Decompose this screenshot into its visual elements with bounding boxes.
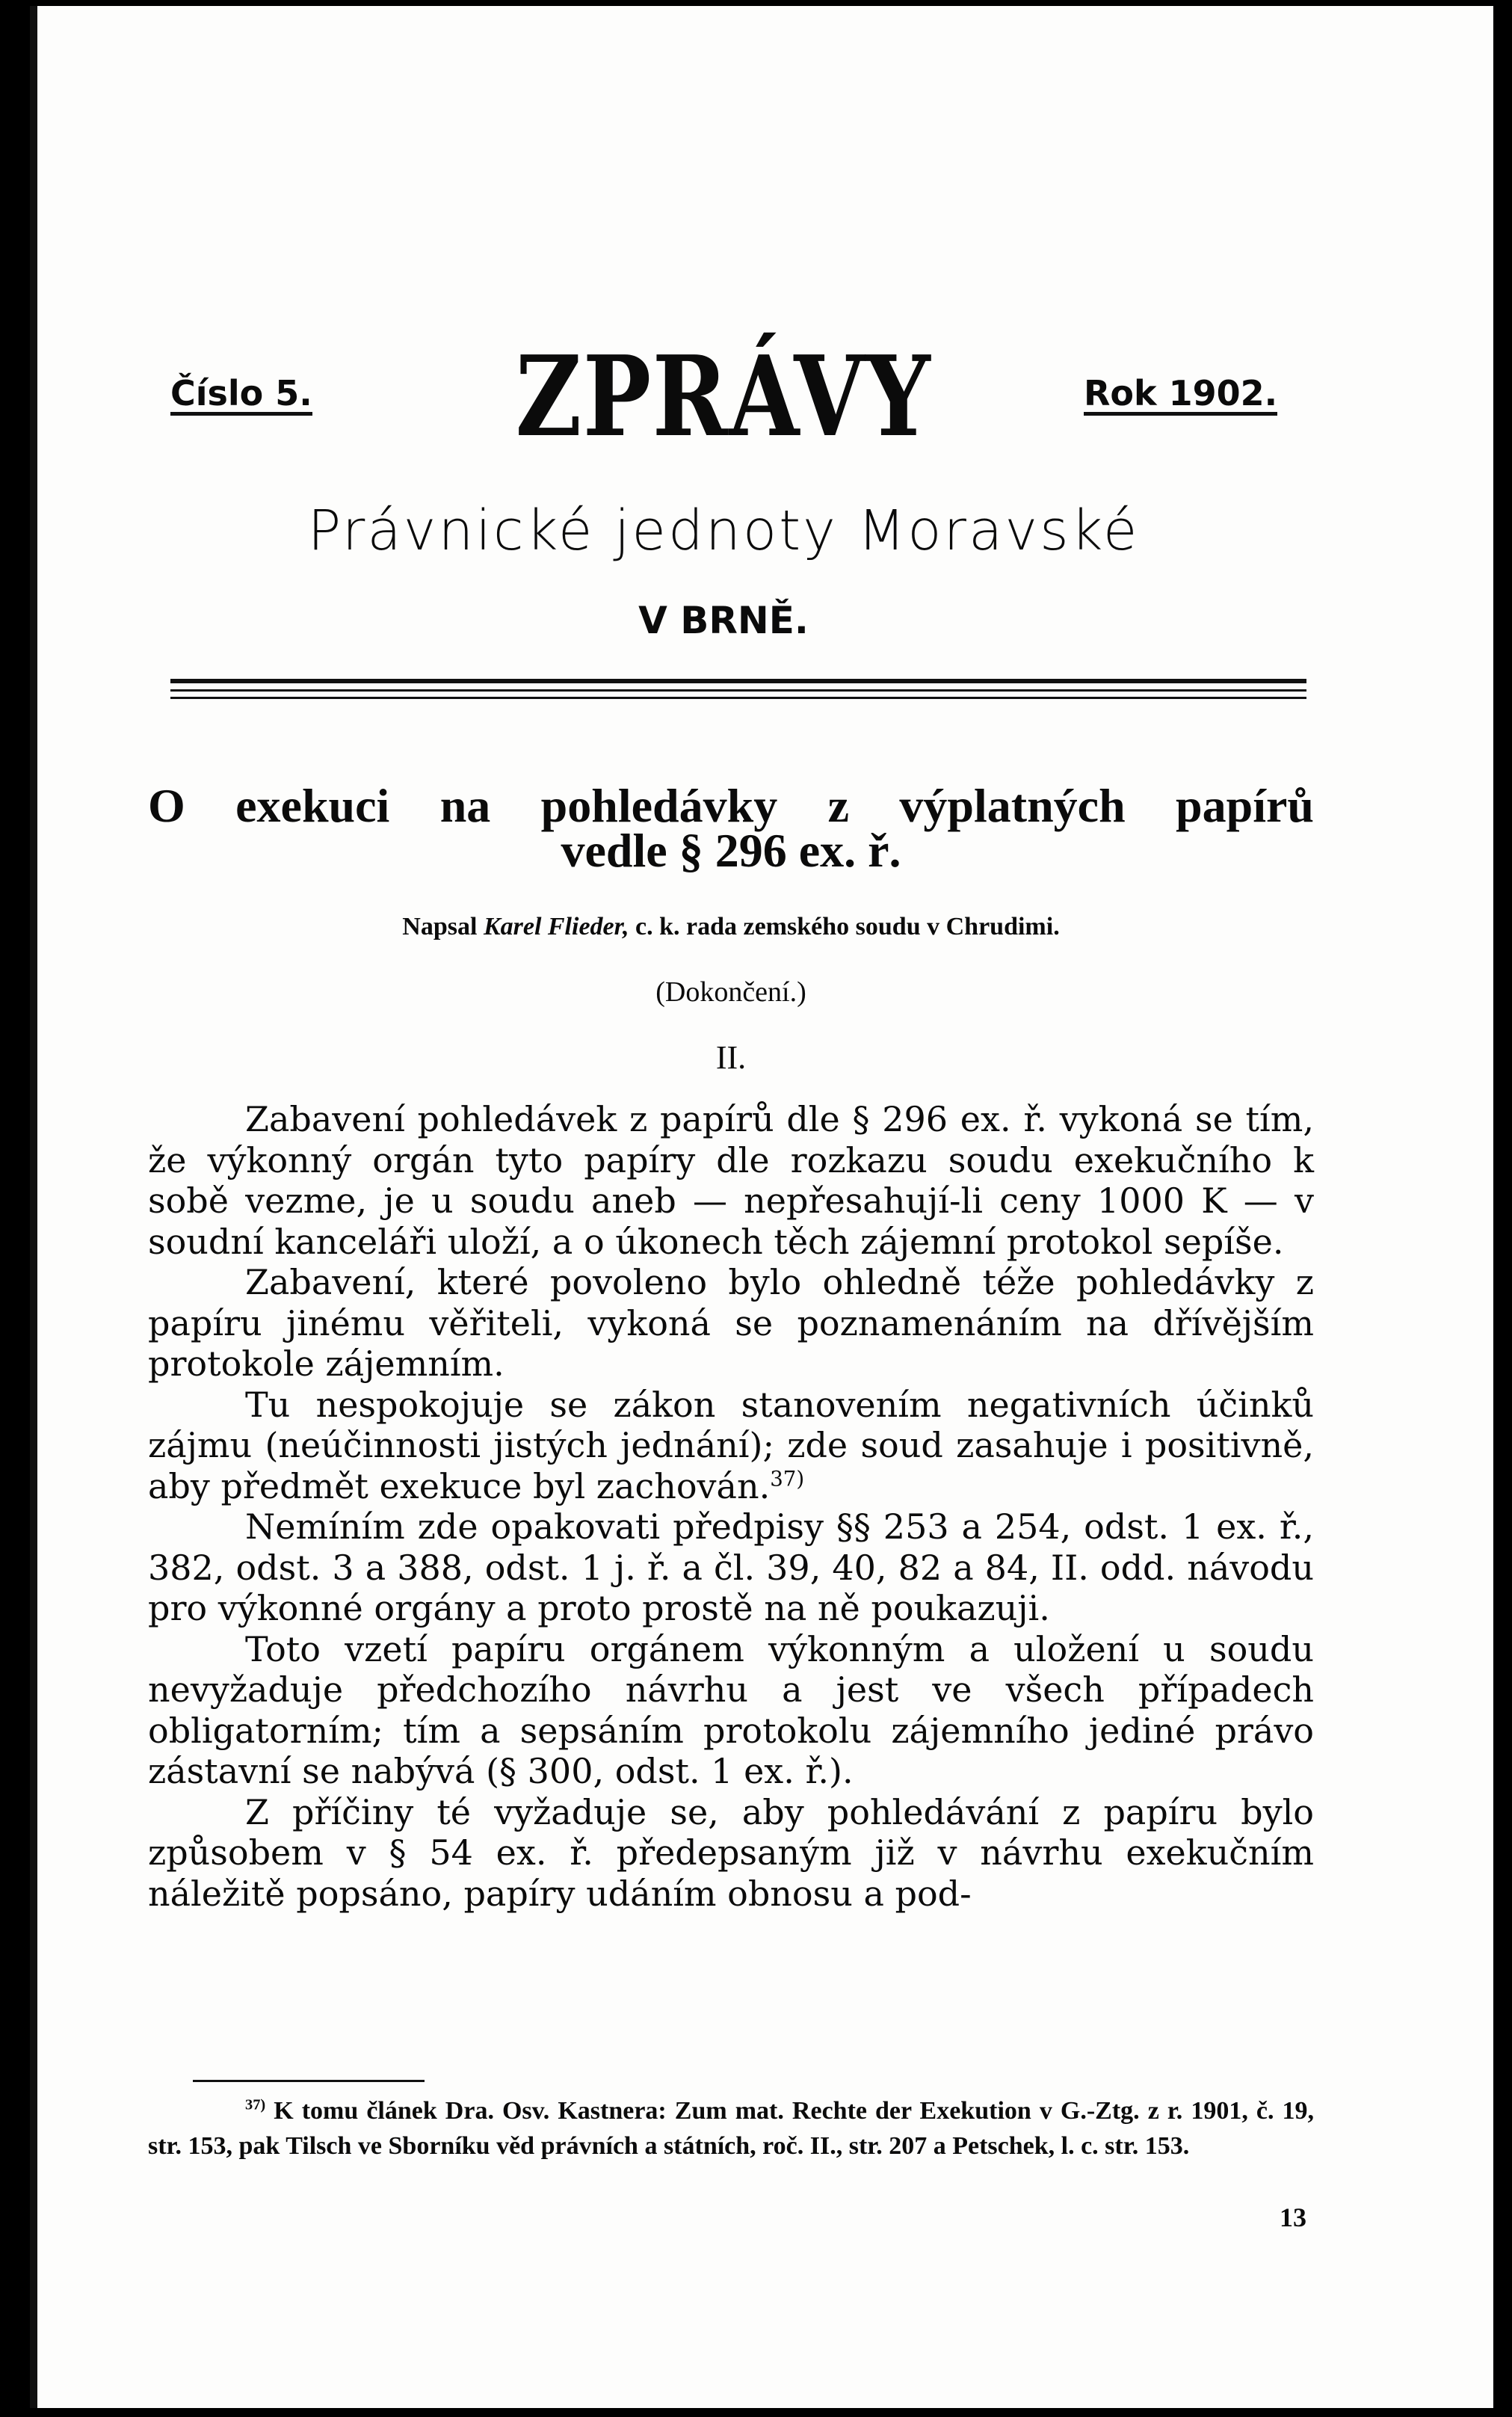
footnote-text: K tomu článek Dra. Osv. Kastnera: Zum mat. Rechte der Exekution v G.-Ztg. z r. 1901, č. 19, str. 153, pak Tilsch ve Sborníku věd právních a státních, roč. II., str. 207 a Petschek, l. c. str. 153. <box>148 2097 1315 2160</box>
article-body <box>148 1099 1314 1914</box>
paragraph-6: Z příčiny té vyžaduje se, aby pohledávání z papíru bylo způsobem v § 54 ex. ř. předepsaným již v návrhu exekučním náležitě popsáno, papíry udáním obnosu a pod- <box>148 1791 1314 1914</box>
footnote-marker: 37) <box>245 2096 266 2113</box>
paragraph-3 <box>148 1385 1314 1507</box>
footnote-divider <box>193 2080 425 2082</box>
paragraph-4: Nemíním zde opakovati předpisy §§ 253 a 254, odst. 1 ex. ř., 382, odst. 3 a 388, odst. 1 j. ř. a čl. 39, 40, 82 a 84, II. odd. návodu pro výkonné orgány a proto prostě na ně poukazuji. <box>148 1506 1314 1628</box>
page-number: 13 <box>1280 2202 1306 2232</box>
article-title-line-1: O exekuci na pohledávky z výplatných papírů <box>148 779 1314 832</box>
author-name: Karel Flieder, <box>483 913 629 940</box>
publication-year: Rok 1902. <box>1084 376 1277 416</box>
continuation-note: (Dokončení.) <box>655 976 806 1008</box>
paragraph-5: Toto vzetí papíru orgánem výkonným a uložení u soudu nevyžaduje předchozího návrhu a jest ve všech případech obligatorním; tím a sepsáním protokolu zájemního jediné právo zástavní se nabývá (§ 300, odst. 1 ex. ř.). <box>148 1628 1314 1791</box>
paragraph-1: Zabavení pohledávek z papírů dle § 296 ex. ř. vykoná se tím, že výkonný orgán tyto papíry dle rozkazu soudu exekučního k sobě vezme, je u soudu aneb — nepřesahují-li ceny 1000 K — v soudní kanceláři uloží, a o úkonech těch zájemní protokol sepíše. <box>148 1099 1314 1262</box>
journal-title: ZPRÁVY <box>515 331 932 461</box>
header-rule-thick <box>170 679 1306 683</box>
article-byline <box>148 914 1314 940</box>
footnote <box>148 2093 1314 2164</box>
header-rule-thin <box>170 689 1306 692</box>
byline-rest: c. k. rada zemského soudu v Chrudimi. <box>635 913 1060 940</box>
header-rule-thin-2 <box>170 697 1306 699</box>
paragraph-2: Zabavení, které povoleno bylo ohledně téže pohledávky z papíru jinému věřiteli, vykoná se poznamenáním na dřívějším protokole zájemním. <box>148 1262 1314 1384</box>
issue-number: Číslo 5. <box>170 376 312 416</box>
page <box>30 6 1493 2408</box>
paragraph-3-text: Tu nespokojuje se zákon stanovením negativních účinků zájmu (neúčinnosti jistých jednání); zde soud zasahuje i positivně, aby předmět exekuce byl zachován. <box>148 1384 1314 1506</box>
section-heading: II. <box>715 1039 747 1076</box>
byline-prefix: Napsal <box>402 913 478 940</box>
journal-subtitle: Právnické jednoty Moravské <box>307 499 1140 563</box>
article-title <box>148 779 1314 877</box>
journal-city: V BRNĚ. <box>638 599 809 642</box>
article-title-line-2: vedle § 296 ex. ř. <box>561 824 901 877</box>
footnote-reference: 37) <box>770 1466 805 1491</box>
